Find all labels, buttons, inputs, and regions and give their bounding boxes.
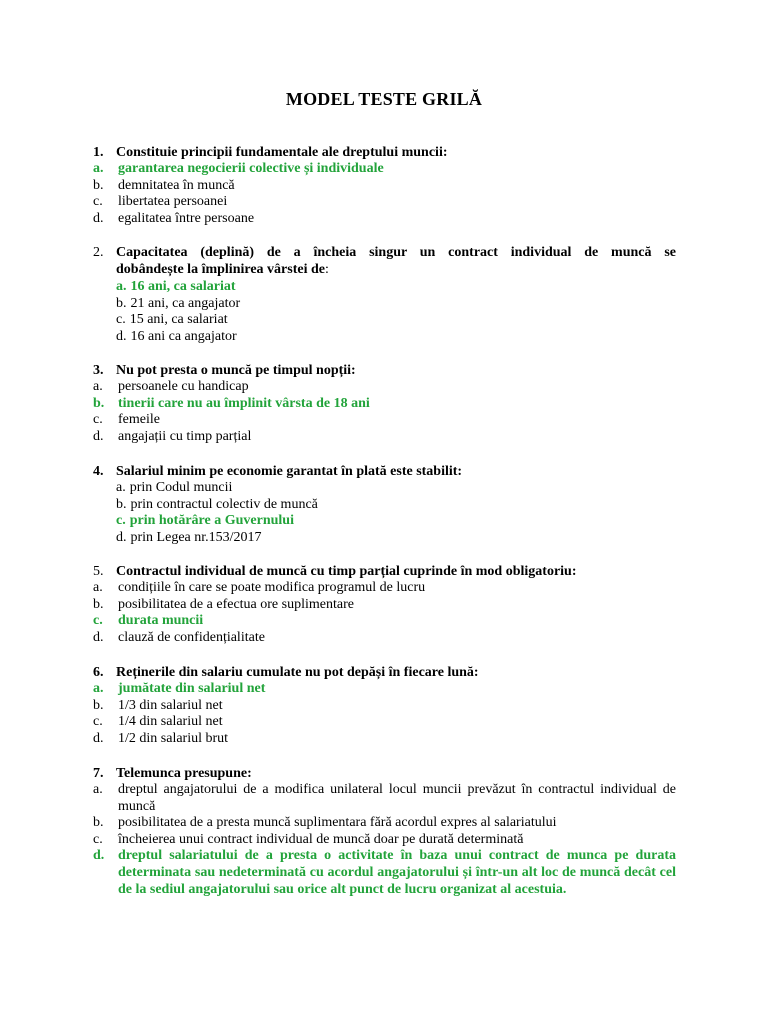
option-a-correct: a. 16 ani, ca salariat — [116, 279, 236, 294]
question-7 — [93, 765, 676, 898]
question-text: Contractul individual de muncă cu timp parțial cuprinde în mod obligatoriu: — [116, 564, 577, 579]
option-b: b. demnitatea în muncă — [93, 177, 235, 193]
option-b: b. posibilitatea de a presta muncă suplimentara fără acordul expres al salariatului — [93, 815, 557, 831]
option-a: a. prin Codul muncii — [116, 480, 233, 495]
option-b: b. posibilitatea de a efectua ore suplimentare — [93, 596, 354, 612]
question-number: 2. — [93, 245, 104, 260]
question-colon: : — [324, 262, 329, 277]
option-d: d. 1/2 din salariul brut — [93, 730, 229, 746]
question-6 — [93, 664, 676, 747]
question-number: 3. — [93, 363, 104, 378]
question-3 — [93, 362, 676, 445]
question-2 — [93, 244, 676, 345]
document-title: MODEL TESTE GRILĂ — [285, 89, 483, 109]
option-c: c. femeile — [93, 412, 160, 428]
option-d: d. 16 ani ca angajator — [116, 328, 237, 344]
question-text: Reținerile din salariu cumulate nu pot depăși în fiecare lună: — [116, 665, 479, 680]
question-text: Salariul minim pe economie garantat în plată este stabilit: — [116, 464, 463, 479]
question-text-line-2: dobândește la împlinirea vârstei de — [116, 262, 325, 277]
option-d: d. clauză de confidențialitate — [93, 629, 265, 645]
question-1 — [93, 144, 676, 227]
option-c: c. încheierea unui contract individual de muncă doar pe durată determinată — [93, 831, 524, 847]
option-d-correct: d. dreptul salariatului de a presta o activitate în baza unui contract de munca pe durata determinata sau nedeterminată cu acordul angajatorului și într-un alt loc de muncă decât cel de la sediul angajatorului sau orice alt punct de lucru organizat al acestuia. — [93, 848, 676, 897]
option-a-correct: a. jumătate din salariul net — [93, 681, 266, 696]
option-d: d. egalitatea între persoane — [93, 210, 255, 226]
question-4 — [93, 463, 676, 546]
question-5 — [93, 563, 676, 646]
question-number: 4. — [93, 464, 104, 479]
option-c: c. 1/4 din salariul net — [93, 714, 223, 730]
option-c-correct: c. prin hotărâre a Guvernului — [116, 513, 294, 529]
question-text-line-1: Capacitatea (deplină) de a încheia singur un contract individual de muncă se — [116, 245, 676, 260]
question-text: Constituie principii fundamentale ale dreptului muncii: — [116, 145, 448, 160]
question-number: 6. — [93, 665, 104, 680]
option-d: d. angajații cu timp parțial — [93, 428, 252, 444]
option-d: d. prin Legea nr.153/2017 — [116, 529, 262, 545]
option-b: b. 21 ani, ca angajator — [116, 295, 241, 311]
option-c-correct: c. durata muncii — [93, 613, 204, 629]
option-b: b. prin contractul colectiv de muncă — [116, 496, 318, 512]
option-c: c. libertatea persoanei — [93, 194, 228, 210]
question-number: 5. — [93, 564, 104, 579]
option-b: b. 1/3 din salariul net — [93, 697, 223, 713]
question-text: Nu pot presta o muncă pe timpul nopții: — [116, 363, 356, 378]
option-b-correct: b. tinerii care nu au împlinit vârsta de 18 ani — [93, 395, 370, 411]
option-a: a. persoanele cu handicap — [93, 379, 249, 394]
question-text: Telemunca presupune: — [116, 766, 252, 781]
question-number: 1. — [93, 145, 104, 160]
option-a: a. condițiile în care se poate modifica programul de lucru — [93, 580, 426, 595]
question-number: 7. — [93, 766, 104, 781]
option-a-correct: a. garantarea negocierii colective și individuale — [93, 161, 384, 176]
option-a: a. dreptul angajatorului de a modifica unilateral locul muncii prevăzut în contractul individual de muncă — [93, 782, 676, 814]
option-c: c. 15 ani, ca salariat — [116, 312, 228, 328]
